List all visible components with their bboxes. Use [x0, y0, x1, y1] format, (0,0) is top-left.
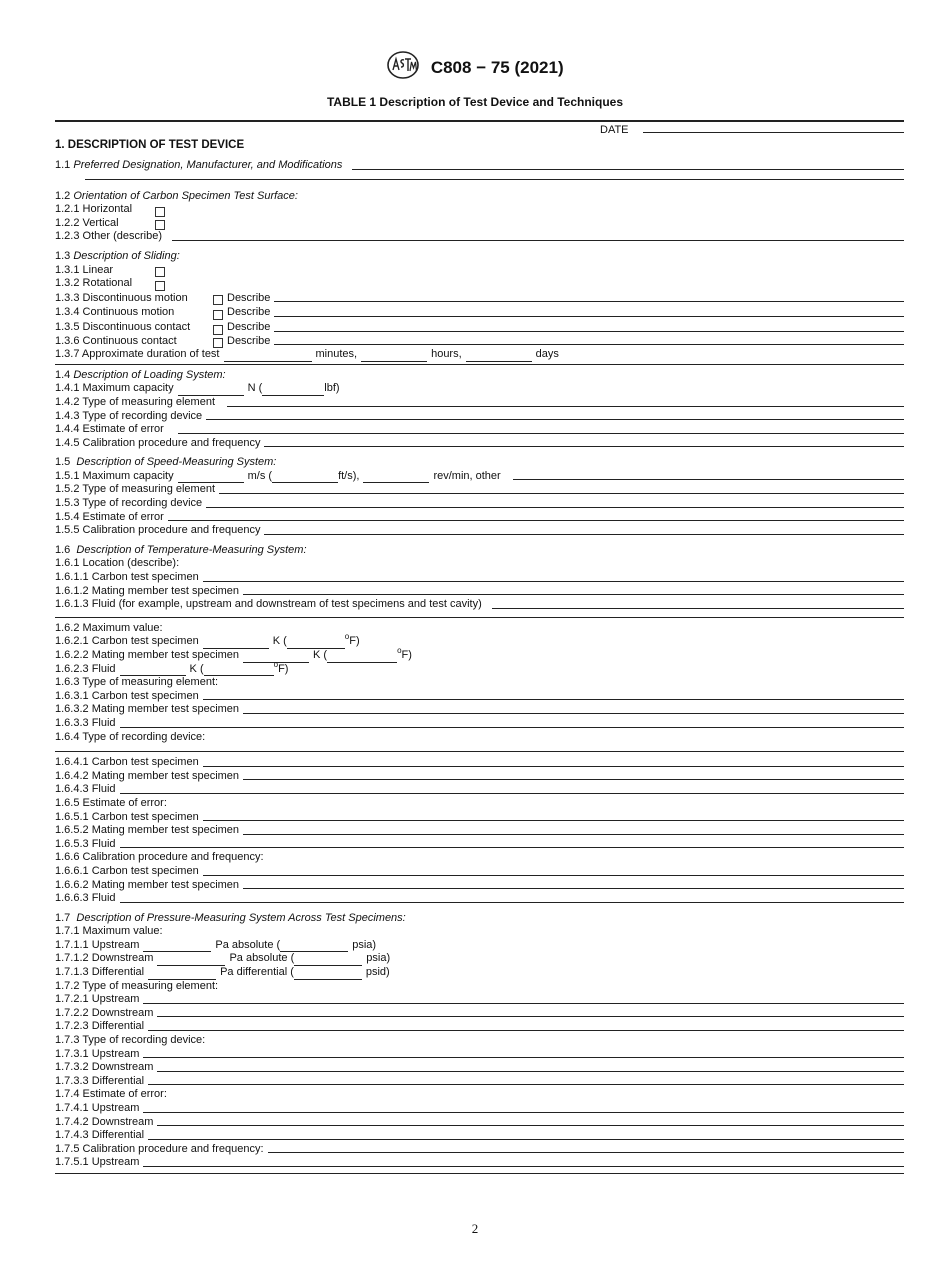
field-label: 1.6.4.3 Fluid: [55, 783, 116, 796]
differential-psid-field[interactable]: [294, 979, 362, 980]
form-row: [55, 382, 904, 396]
field-label: o: [273, 659, 279, 669]
field-label: 1.6.4 Type of recording device:: [55, 730, 206, 743]
form-row: [55, 1143, 904, 1157]
field-label: 1.7.2 Type of measuring element:: [55, 979, 219, 992]
duration-row: [55, 348, 904, 362]
days-field[interactable]: [466, 361, 532, 362]
rotational-checkbox[interactable]: [155, 281, 165, 291]
form-row: [55, 952, 904, 966]
form-row: [55, 646, 904, 663]
page-header: [0, 50, 950, 85]
speed-other-field[interactable]: [513, 479, 904, 480]
separator: [55, 617, 904, 618]
temp-calibration-field[interactable]: [203, 875, 904, 876]
form-row: [55, 1088, 904, 1102]
form-row: [55, 1020, 904, 1034]
field-label: 1.6.1.3 Fluid (for example, upstream and downstream of test specimens and test cavity): [55, 598, 482, 611]
pressure-calibration-field[interactable]: [268, 1152, 904, 1153]
separator: [55, 1173, 904, 1174]
field-label: days: [535, 348, 559, 361]
speed-fts-field[interactable]: [272, 482, 338, 483]
form-row: [55, 690, 904, 704]
field-label: 1.7.1 Maximum value:: [55, 925, 163, 938]
field-label: 1.2: [55, 189, 71, 202]
form-row: [55, 456, 904, 470]
field-label: K (: [272, 635, 287, 648]
field-label: 1.6.2 Maximum value:: [55, 621, 163, 634]
field-label: 1.6.3.3 Fluid: [55, 716, 116, 729]
field-label: 1.7.5.1 Upstream: [55, 1156, 140, 1169]
upstream-pa-field[interactable]: [143, 951, 211, 952]
field-label: Describe: [227, 320, 271, 333]
field-label: 1.5.4 Estimate of error: [55, 510, 164, 523]
field-label: 1.3.6 Continuous contact: [55, 334, 177, 347]
form-row: [55, 1129, 904, 1143]
describe-field[interactable]: [274, 344, 904, 345]
describe-checkbox[interactable]: [213, 295, 223, 305]
form-row: [55, 571, 904, 585]
form-row: [55, 250, 904, 264]
form-row: [55, 1116, 904, 1130]
field-label: 1.6.5 Estimate of error:: [55, 796, 167, 809]
form-row: [55, 824, 904, 838]
field-label: K (: [189, 662, 204, 675]
field-label: 1.6.2.3 Fluid: [55, 662, 116, 675]
separator: [55, 751, 904, 752]
field-label: ft/s),: [338, 469, 360, 482]
field-label: psia): [352, 938, 377, 951]
form-row: [55, 320, 904, 335]
form-row: [55, 731, 904, 745]
downstream-pa-field[interactable]: [157, 965, 225, 966]
orientation-heading: Orientation of Carbon Specimen Test Surface:: [73, 189, 298, 202]
form-row: [55, 676, 904, 690]
field-label: 1.6.6 Calibration procedure and frequency:: [55, 851, 264, 864]
form-row: [55, 865, 904, 879]
field-label: 1.7.4.1 Upstream: [55, 1102, 140, 1114]
sliding-heading: Description of Sliding:: [73, 249, 180, 262]
temp-recording-field[interactable]: [203, 766, 904, 767]
pressure-measuring-field[interactable]: [148, 1030, 904, 1031]
form-row: [55, 851, 904, 865]
top-rule: [55, 120, 904, 122]
describe-checkbox[interactable]: [213, 325, 223, 335]
downstream-psia-field[interactable]: [294, 965, 362, 966]
field-label: F): [278, 662, 289, 675]
form-row: [55, 544, 904, 558]
text-fragment: [386, 50, 420, 80]
field-label: 1.7.4.3 Differential: [55, 1129, 145, 1142]
field-label: Describe: [227, 306, 271, 319]
temp-error-field[interactable]: [243, 834, 904, 835]
field-label: Preferred Designation, Manufacturer, and Modifications: [73, 159, 343, 171]
temperature-heading: Description of Temperature-Measuring System:: [76, 543, 307, 556]
text-fragment: [345, 630, 360, 649]
field-label: psia): [366, 952, 391, 965]
form-row: [55, 305, 904, 320]
field-label: 1.6.6.1 Carbon test specimen: [55, 864, 199, 877]
pressure-measuring-field[interactable]: [157, 1016, 904, 1017]
form-row: [55, 811, 904, 825]
field-label: 1.3: [55, 249, 71, 262]
describe-checkbox[interactable]: [213, 310, 223, 320]
temp-measuring-field[interactable]: [203, 699, 904, 700]
form-row: [55, 1048, 904, 1062]
field-label: 1.3.1 Linear: [55, 263, 114, 276]
form-row: [55, 291, 904, 306]
temp-location-field[interactable]: [243, 594, 904, 595]
pressure-error-field[interactable]: [143, 1112, 904, 1113]
form-row: [55, 966, 904, 980]
form-row: [55, 483, 904, 497]
field-label: 1.1: [55, 159, 71, 171]
field-label: 1.6.2.1 Carbon test specimen: [55, 635, 199, 648]
form-row: [55, 598, 904, 612]
form-row: [55, 879, 904, 893]
field-label: 1.7.3.2 Downstream: [55, 1061, 154, 1074]
pressure-calibration-field[interactable]: [143, 1166, 904, 1167]
separator: [55, 364, 904, 365]
field-label: 1.3.4 Continuous motion: [55, 306, 175, 319]
field-label: 1.6.5.3 Fluid: [55, 837, 116, 850]
form-row: [55, 217, 904, 231]
field-label: 1.7.1.1 Upstream: [55, 938, 140, 951]
temp-location-field[interactable]: [203, 581, 904, 582]
other-orientation-field[interactable]: [172, 240, 904, 241]
field-label: 1.7: [55, 911, 71, 924]
speed-calibration-field[interactable]: [264, 534, 904, 535]
field-label: 1.5.1 Maximum capacity: [55, 469, 174, 482]
form-row: [55, 335, 904, 349]
form-row: [55, 783, 904, 797]
field-label: 1.5.3 Type of recording device: [55, 497, 203, 510]
date-field[interactable]: [643, 132, 904, 133]
field-label: 1.6: [55, 543, 71, 556]
form-row: [55, 838, 904, 852]
linear-checkbox[interactable]: [155, 267, 165, 277]
field-label: 1.7.4 Estimate of error:: [55, 1088, 167, 1101]
form-row: [55, 511, 904, 525]
field-label: 1.3.5 Discontinuous contact: [55, 320, 191, 333]
form-row: [55, 369, 904, 383]
field-label: 1.7.3.3 Differential: [55, 1074, 145, 1087]
loading-heading: Description of Loading System:: [73, 368, 226, 381]
form-row: [55, 925, 904, 939]
field-label: 1.7.3.1 Upstream: [55, 1047, 140, 1060]
field-label: o: [344, 632, 350, 642]
form-row: [55, 1061, 904, 1075]
separator: [85, 179, 904, 180]
field-label: 1.6.3.2 Mating member test specimen: [55, 703, 240, 716]
field-label: psid): [365, 966, 390, 979]
field-label: K (: [313, 649, 328, 661]
option-label: 1.2.1 Horizontal: [55, 203, 133, 216]
field-label: Describe: [227, 334, 271, 347]
form-row: [55, 557, 904, 571]
field-label: F): [349, 635, 360, 648]
horizontal-checkbox[interactable]: [155, 207, 165, 217]
designation-field[interactable]: [352, 169, 904, 170]
form-row: [55, 1075, 904, 1089]
form-row: [55, 797, 904, 811]
field-label: 1.7.1.2 Downstream: [55, 952, 154, 965]
speed-recording-field[interactable]: [206, 507, 904, 508]
option-label: 1.2.2 Vertical: [55, 216, 119, 229]
form-row: [55, 423, 904, 437]
field-label: 1.4.5 Calibration procedure and frequency: [55, 436, 261, 449]
field-label: 1.4.1 Maximum capacity: [55, 382, 174, 395]
vertical-checkbox[interactable]: [155, 220, 165, 230]
field-label: 1.7.2.1 Upstream: [55, 993, 140, 1006]
form-row: [55, 190, 904, 204]
minutes-field[interactable]: [224, 361, 312, 362]
document-id: C808 − 75 (2021): [430, 57, 564, 77]
form-row: [55, 1156, 904, 1170]
pressure-heading: Description of Pressure-Measuring System Across Test Specimens:: [76, 911, 406, 924]
form-row: [55, 264, 904, 278]
field-label: Pa absolute (: [229, 952, 295, 965]
form-row: [55, 892, 904, 906]
field-label: Pa differential (: [220, 966, 294, 979]
page-number: 2: [471, 1221, 479, 1236]
pressure-recording-field[interactable]: [143, 1057, 904, 1058]
describe-checkbox[interactable]: [213, 338, 223, 348]
speed-heading: Description of Speed-Measuring System:: [76, 456, 277, 469]
field-label: 1.6.4.2 Mating member test specimen: [55, 769, 240, 782]
field-label: 1.3.2 Rotational: [55, 277, 133, 290]
field-label: 1.6.6.2 Mating member test specimen: [55, 878, 240, 891]
form-row: [55, 632, 904, 649]
field-label: o: [397, 646, 402, 655]
pressure-error-field[interactable]: [157, 1125, 904, 1126]
field-label: hours,: [431, 348, 462, 361]
field-label: lbf): [324, 382, 340, 395]
field-label: 1.6.5.2 Mating member test specimen: [55, 824, 240, 837]
capacity-lbf-field[interactable]: [262, 395, 324, 396]
pressure-measuring-field[interactable]: [143, 1003, 904, 1004]
temp-error-field[interactable]: [120, 847, 904, 848]
field-label: 1.6.1 Location (describe):: [55, 557, 180, 570]
form-row: [55, 1102, 904, 1116]
field-label: 1.5.2 Type of measuring element: [55, 483, 216, 496]
speed-measuring-field[interactable]: [219, 493, 904, 494]
text-fragment: [397, 644, 412, 663]
field-label: N (: [247, 382, 263, 395]
temp-recording-field[interactable]: [243, 779, 904, 780]
description-form: [55, 138, 904, 1178]
field-label: 1.6.3.1 Carbon test specimen: [55, 689, 199, 702]
form-row: [55, 717, 904, 731]
field-label: 1.7.2.2 Downstream: [55, 1006, 154, 1019]
field-label: 1.6.3 Type of measuring element:: [55, 676, 219, 689]
field-label: 1.6.4.1 Carbon test specimen: [55, 756, 199, 769]
form-row: [55, 703, 904, 717]
temp-calibration-field[interactable]: [243, 888, 904, 889]
field-label: Describe: [227, 291, 271, 304]
field-label: 1.7.3 Type of recording device:: [55, 1034, 206, 1047]
form-row: [55, 203, 904, 217]
form-row: [55, 756, 904, 770]
temp-measuring-field[interactable]: [243, 713, 904, 714]
field-label: 1.4: [55, 368, 71, 381]
describe-field[interactable]: [274, 316, 904, 317]
field-label: 1.7.4.2 Downstream: [55, 1115, 154, 1128]
form-row: [55, 912, 904, 926]
temp-measuring-field[interactable]: [120, 727, 904, 728]
loading-recording-field[interactable]: [206, 419, 904, 420]
form-row: [55, 1034, 904, 1048]
field-label: 1.3.3 Discontinuous motion: [55, 291, 188, 304]
pressure-error-field[interactable]: [148, 1139, 904, 1140]
section-title: 1. DESCRIPTION OF TEST DEVICE: [55, 139, 245, 151]
field-label: 1.5: [55, 456, 71, 469]
form-row: [55, 939, 904, 953]
field-label: 1.6.2.2 Mating member test specimen: [55, 649, 240, 661]
form-row: [55, 585, 904, 599]
field-label: 1.6.1.1 Carbon test specimen: [55, 571, 199, 584]
field-label: 1.6.5.1 Carbon test specimen: [55, 810, 199, 823]
field-label: 1.6.1.2 Mating member test specimen: [55, 584, 240, 597]
field-label: 1.7.2.3 Differential: [55, 1020, 145, 1033]
field-label: F): [401, 649, 412, 661]
field-label: minutes,: [315, 348, 358, 361]
pressure-recording-field[interactable]: [148, 1084, 904, 1085]
field-label: 1.3.7 Approximate duration of test: [55, 348, 220, 361]
speed-error-field[interactable]: [168, 520, 904, 521]
form-row: [55, 1007, 904, 1021]
temp-location-field[interactable]: [492, 608, 904, 609]
form-row: [55, 396, 904, 410]
hours-field[interactable]: [361, 361, 427, 362]
loading-error-field[interactable]: [178, 433, 904, 434]
describe-field[interactable]: [274, 301, 904, 302]
field-label: 1.5.5 Calibration procedure and frequency: [55, 524, 261, 537]
table-title: TABLE 1 Description of Test Device and Techniques: [326, 95, 624, 109]
form-row: [55, 993, 904, 1007]
form-row: [55, 437, 904, 451]
astm-logo-icon: [386, 50, 420, 85]
form-row: [55, 524, 904, 538]
field-label: 1.7.1.3 Differential: [55, 966, 145, 979]
form-row: [55, 277, 904, 291]
option-label: 1.2.3 Other (describe): [55, 230, 162, 243]
text-fragment: [274, 658, 289, 677]
loading-measuring-field[interactable]: [227, 406, 904, 407]
form-row: [55, 230, 904, 244]
form-row: [55, 470, 904, 484]
describe-field[interactable]: [274, 331, 904, 332]
form-row: [55, 659, 904, 677]
field-label: m/s (: [247, 469, 273, 482]
field-label: rev/min, other: [433, 469, 501, 482]
speed-rev-field[interactable]: [363, 482, 429, 483]
loading-calibration-field[interactable]: [264, 446, 904, 447]
designation-row: [55, 159, 904, 173]
max-temp-f-field[interactable]: [327, 662, 397, 663]
pressure-recording-field[interactable]: [157, 1071, 904, 1072]
form-row: [55, 980, 904, 994]
field-label: 1.4.3 Type of recording device: [55, 409, 203, 422]
field-label: 1.4.2 Type of measuring element: [55, 395, 216, 408]
field-label: 1.6.6.3 Fluid: [55, 892, 116, 905]
field-label: Pa absolute (: [215, 938, 281, 951]
temp-error-field[interactable]: [203, 820, 904, 821]
form-row: [55, 622, 904, 636]
temp-calibration-field[interactable]: [120, 902, 904, 903]
form-row: [55, 497, 904, 511]
field-label: 1.4.4 Estimate of error: [55, 423, 164, 436]
field-label: 1.7.5 Calibration procedure and frequency:: [55, 1142, 264, 1155]
form-row: [55, 410, 904, 424]
temp-recording-field[interactable]: [120, 793, 904, 794]
date-label: DATE: [600, 124, 629, 136]
form-row: [55, 770, 904, 784]
